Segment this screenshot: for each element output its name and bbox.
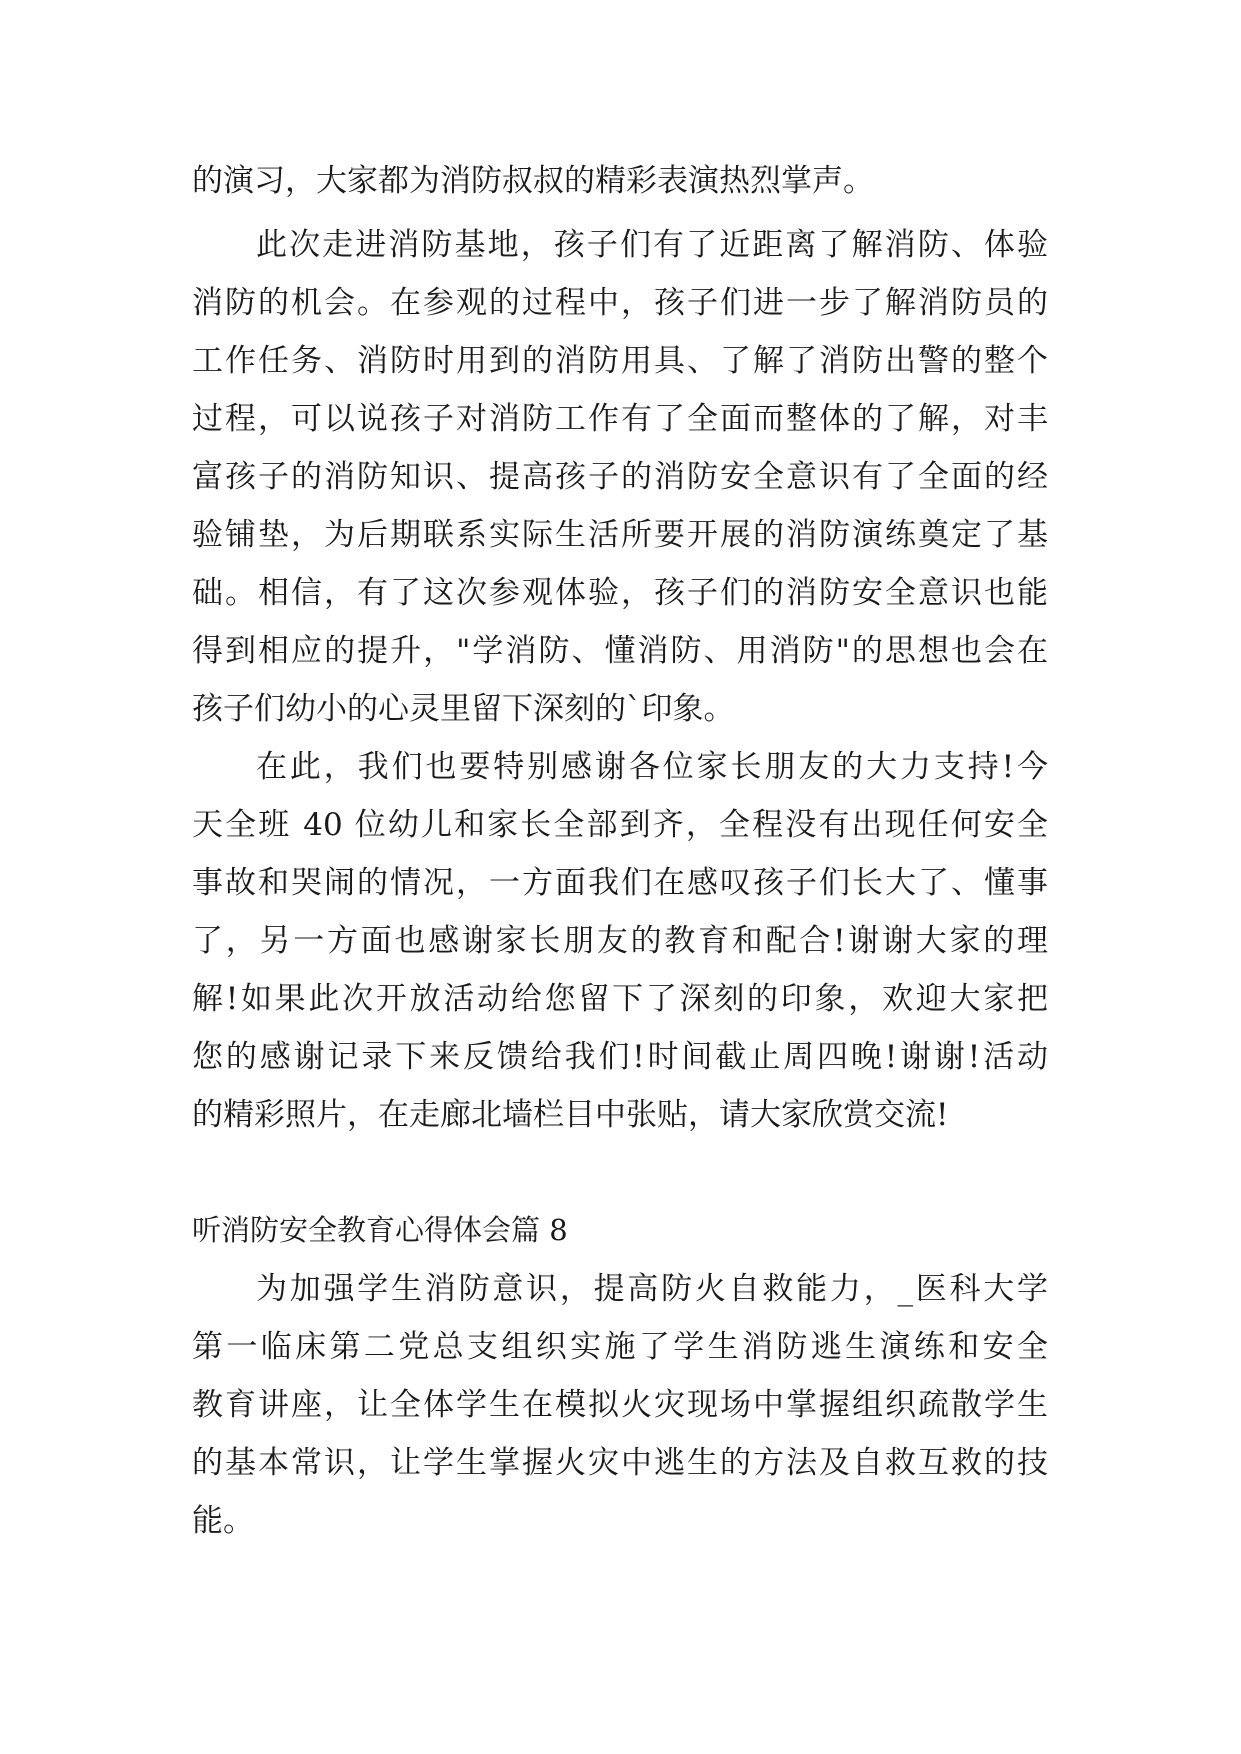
text-line: 验铺垫，为后期联系实际生活所要开展的消防演练奠定了基 — [192, 517, 1048, 553]
text-line: 事故和哭闹的情况，一方面我们在感叹孩子们长大了、懂事 — [192, 865, 1048, 901]
text-line: 础。相信，有了这次参观体验，孩子们的消防安全意识也能 — [192, 575, 1048, 611]
text-line: 富孩子的消防知识、提高孩子的消防安全意识有了全面的经 — [192, 459, 1048, 495]
text-line: 在此，我们也要特别感谢各位家长朋友的大力支持!今 — [256, 749, 1048, 785]
text-line: 第一临床第二党总支组织实施了学生消防逃生演练和安全 — [192, 1329, 1048, 1365]
text-line: 解!如果此次开放活动给您留下了深刻的印象，欢迎大家把 — [192, 981, 1048, 1017]
text-line: 教育讲座，让全体学生在模拟火灾现场中掌握组织疏散学生 — [192, 1387, 1048, 1423]
text-line: 的演习，大家都为消防叔叔的精彩表演热烈掌声。 — [192, 163, 874, 199]
text-line: 孩子们幼小的心灵里留下深刻的`印象。 — [192, 691, 735, 727]
text-line: 消防的机会。在参观的过程中，孩子们进一步了解消防员的 — [192, 285, 1048, 321]
text-line: 为加强学生消防意识，提高防火自救能力，_医科大学 — [256, 1271, 1048, 1307]
text-line: 此次走进消防基地，孩子们有了近距离了解消防、体验 — [256, 227, 1048, 263]
text-line: 工作任务、消防时用到的消防用具、了解了消防出警的整个 — [192, 343, 1048, 379]
text-line: 过程，可以说孩子对消防工作有了全面而整体的了解，对丰 — [192, 401, 1048, 437]
text-line: 的基本常识，让学生掌握火灾中逃生的方法及自救互救的技 — [192, 1445, 1048, 1481]
text-line: 的精彩照片，在走廊北墙栏目中张贴，请大家欣赏交流! — [192, 1097, 949, 1133]
text-line: 得到相应的提升，"学消防、懂消防、用消防"的思想也会在 — [192, 633, 1048, 669]
text-line: 天全班 40 位幼儿和家长全部到齐，全程没有出现任何安全 — [192, 807, 1048, 843]
text-line: 了，另一方面也感谢家长朋友的教育和配合!谢谢大家的理 — [192, 923, 1048, 959]
text-line: 您的感谢记录下来反馈给我们!时间截止周四晚!谢谢!活动 — [192, 1039, 1048, 1075]
text-line: 能。 — [192, 1503, 254, 1539]
section-heading: 听消防安全教育心得体会篇 8 — [192, 1213, 568, 1247]
